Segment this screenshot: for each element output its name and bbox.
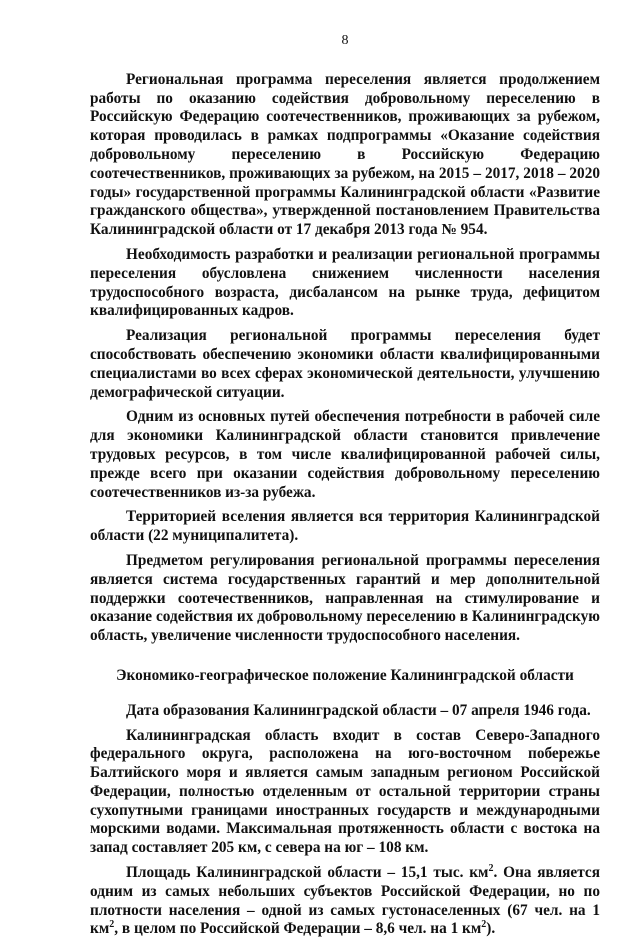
area-superscript-2: 2 <box>109 919 115 931</box>
paragraph-area <box>90 864 600 939</box>
paragraph-necessity: Необходимость разработки и реализации региональной программы переселения обусловлена снижением численности населения трудоспособного возраста, дисбалансом на рынке труда, дефицитом квалифицированных кадров. <box>90 245 600 320</box>
area-text-4: ). <box>486 920 496 938</box>
paragraph-program-continuation: Региональная программа переселения является продолжением работы по оказанию содействия добровольному переселению в Российскую Федерацию соотечественников, проживающих за рубежом, которая проводилась в рамках подпрограммы «Оказание содействия добровольному переселению в Российскую Федерацию соотечественников, проживающих за рубежом, на 2015 – 2017, 2018 – 2020 годы» государственной программы Калининградской области «Развитие гражданского общества», утвержденной постановлением Правительства Калининградской области от 17 декабря 2013 года № 954. <box>90 70 600 239</box>
paragraph-geography: Калининградская область входит в состав Северо-Западного федерального округа, расположена на юго-восточном побережье Балтийского моря и является самым западным регионом Российской Федерации, полностью отделенным от остальной территории страны сухопутными границами иностранных государств и международными морскими водами. Максимальная протяженность области с востока на запад составляет 205 км, с севера на юг – 108 км. <box>90 726 600 857</box>
paragraph-implementation: Реализация региональной программы переселения будет способствовать обеспечению экономики области квалифицированными специалистами во всех сферах экономической деятельности, улучшению демографической ситуации. <box>90 327 600 401</box>
paragraph-labor-resources: Одним из основных путей обеспечения потребности в рабочей силе для экономики Калининградской области становится привлечение трудовых ресурсов, в том числе квалифицированной рабочей силы, прежде всего при оказании содействия добровольному переселению соотечественников из-за рубежа. <box>90 408 600 501</box>
area-text-2: . Она является одним из самых небольших субъектов Российской Федерации, но по плотности населения – одной из самых густонаселенных (67 чел. на 1 км <box>90 864 600 938</box>
paragraph-territory: Территорией вселения является вся территория Калининградской области (22 муниципалитета). <box>90 508 600 545</box>
area-text-3: , в целом по Российской Федерации – 8,6 чел. на 1 км <box>114 920 482 938</box>
paragraph-subject-of-regulation: Предметом регулирования региональной программы переселения является система государственных гарантий и мер дополнительной поддержки соотечественников, направленная на стимулирование и оказание содействия их добровольному переселению в Калининградскую область, увеличение численности трудоспособного населения. <box>90 551 600 645</box>
area-superscript-3: 2 <box>481 919 487 931</box>
area-text-1: Площадь Калининградской области – 15,1 тыс. км <box>126 864 489 882</box>
paragraph-formation-date: Дата образования Калининградской области – 07 апреля 1946 года. <box>126 701 591 719</box>
page-number: 8 <box>341 33 349 48</box>
section-heading: Экономико-географическое положение Калининградской области <box>116 666 574 684</box>
area-superscript-1: 2 <box>488 862 494 874</box>
